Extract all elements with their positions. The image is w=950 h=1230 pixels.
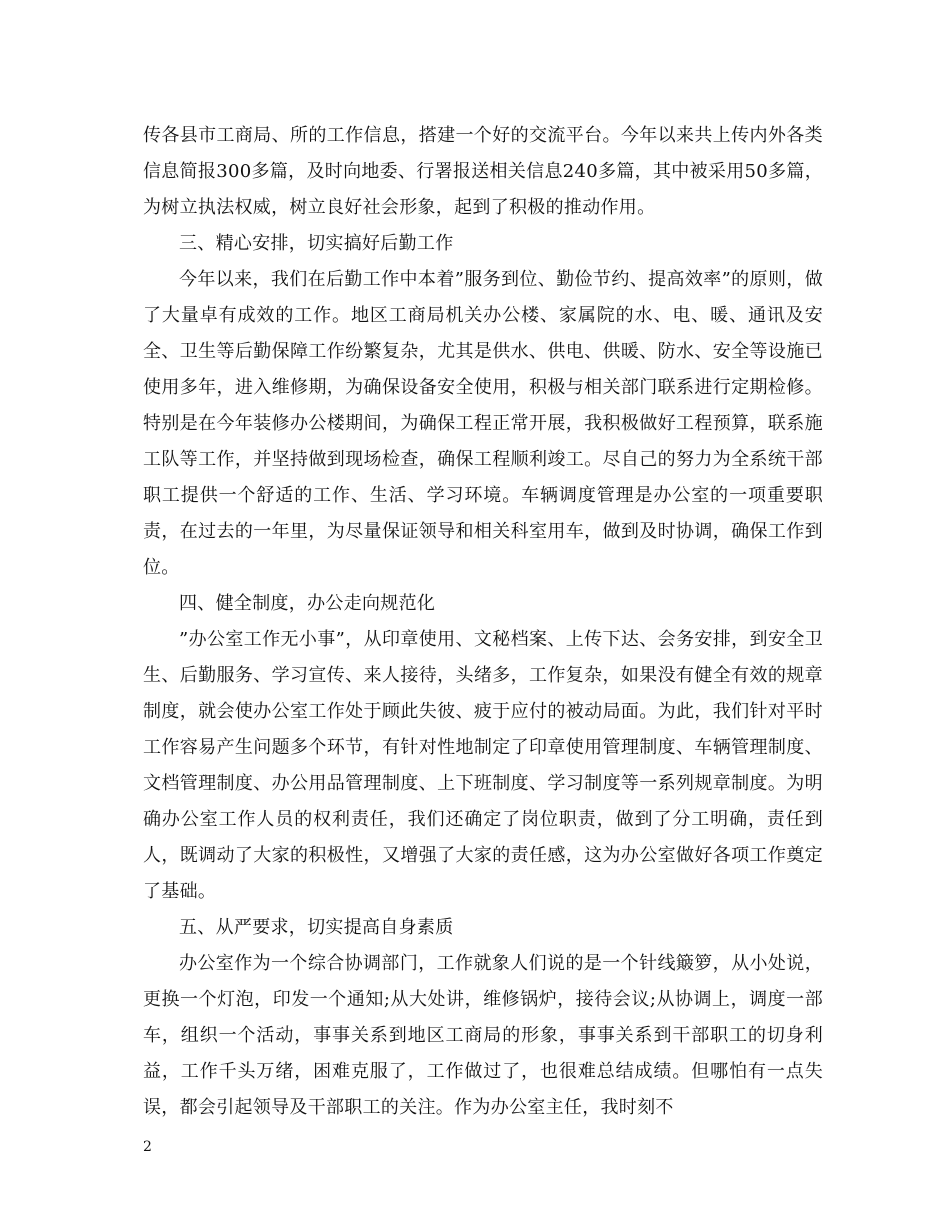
document-body bbox=[143, 118, 823, 1126]
paragraph-logistics: 今年以来，我们在后勤工作中本着”服务到位、勤俭节约、提高效率”的原则，做了大量卓有成效的工作。地区工商局机关办公楼、家属院的水、电、暖、通讯及安全、卫生等后勤保障工作纷繁复杂，尤其是供水、供电、供暖、防水、安全等设施已使用多年，进入维修期，为确保设备安全使用，积极与相关部门联系进行定期检修。特别是在今年装修办公楼期间，为确保工程正常开展，我积极做好工程预算，联系施工队等工作，并坚持做到现场检查，确保工程顺利竣工。尽自己的努力为全系统干部职工提供一个舒适的工作、生活、学习环境。车辆调度管理是办公室的一项重要职责，在过去的一年里，为尽量保证领导和相关科室用车，做到及时协调，确保工作到位。 bbox=[143, 269, 823, 578]
section-heading-four: 四、健全制度，办公走向规范化 bbox=[179, 593, 436, 614]
section-heading-three: 三、精心安排，切实搞好后勤工作 bbox=[179, 233, 454, 254]
page-number: 2 bbox=[143, 1139, 152, 1155]
paragraph-continuation: 传各县市工商局、所的工作信息，搭建一个好的交流平台。今年以来共上传内外各类信息简报300多篇，及时向地委、行署报送相关信息240多篇，其中被采用50多篇，为树立执法权威，树立良好社会形象，起到了积极的推动作用。 bbox=[143, 125, 823, 218]
paragraph-self-improvement: 办公室作为一个综合协调部门，工作就象人们说的是一个针线簸箩，从小处说，更换一个灯泡，印发一个通知;从大处讲，维修锅炉，接待会议;从协调上，调度一部车，组织一个活动，事事关系到地区工商局的形象，事事关系到干部职工的切身利益，工作千头万绪，困难克服了，工作做过了，也很难总结成绩。但哪怕有一点失误，都会引起领导及干部职工的关注。作为办公室主任，我时刻不 bbox=[143, 953, 823, 1118]
section-heading-five: 五、从严要求，切实提高自身素质 bbox=[179, 917, 454, 938]
paragraph-regulations: ”办公室工作无小事”，从印章使用、文秘档案、上传下达、会务安排，到安全卫生、后勤服务、学习宣传、来人接待，头绪多，工作复杂，如果没有健全有效的规章制度，就会使办公室工作处于顾此失彼、疲于应付的被动局面。为此，我们针对平时工作容易产生问题多个环节，有针对性地制定了印章使用管理制度、车辆管理制度、文档管理制度、办公用品管理制度、上下班制度、学习制度等一系列规章制度。为明确办公室工作人员的权利责任，我们还确定了岗位职责，做到了分工明确，责任到人，既调动了大家的积极性，又增强了大家的责任感，这为办公室做好各项工作奠定了基础。 bbox=[143, 629, 823, 902]
